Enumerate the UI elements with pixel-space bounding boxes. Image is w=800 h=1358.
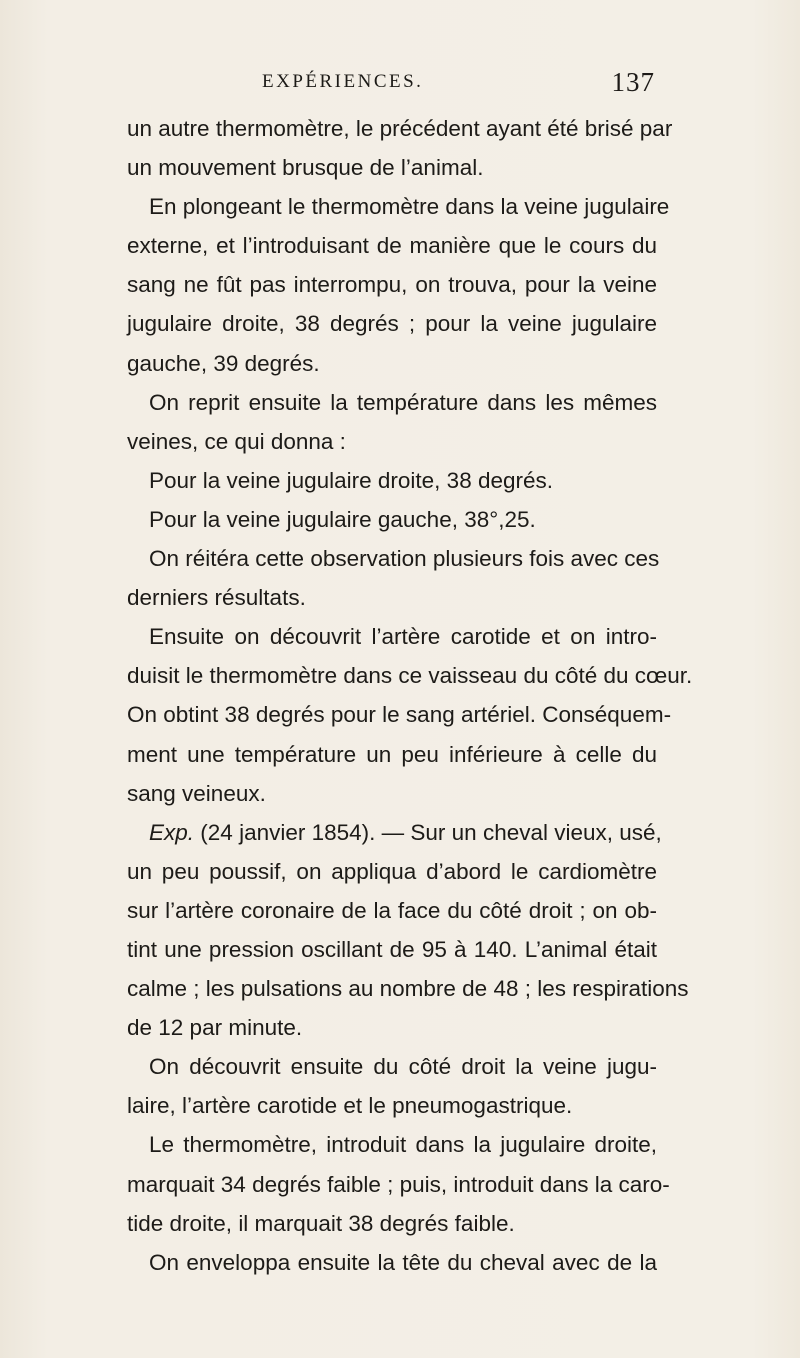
- text-line: un mouvement brusque de l’animal.: [127, 155, 484, 181]
- text-line: On obtint 38 degrés pour le sang artériel. Conséquem-: [127, 702, 672, 728]
- text-line: externe, et l’introduisant de manière que le cours du: [127, 233, 657, 259]
- text-line: derniers résultats.: [127, 585, 306, 611]
- exp-label: Exp.: [149, 819, 195, 845]
- text-line: marquait 34 degrés faible ; puis, introduit dans la caro-: [127, 1171, 670, 1197]
- text-line: tint une pression oscillant de 95 à 140. L’animal était: [127, 936, 657, 962]
- text-line: On découvrit ensuite du côté droit la veine jugu-: [149, 1054, 657, 1080]
- body-text: [127, 109, 693, 1282]
- text-line: laire, l’artère carotide et le pneumogastrique.: [127, 1093, 573, 1119]
- text-line: Ensuite on découvrit l’artère carotide et on intro-: [149, 624, 657, 650]
- text-line: sur l’artère coronaire de la face du côté droit ; on ob-: [127, 897, 657, 923]
- text-line-exp: [127, 813, 662, 852]
- text-line: jugulaire droite, 38 degrés ; pour la veine jugulaire: [127, 311, 657, 337]
- text-line: On enveloppa ensuite la tête du cheval avec de la: [149, 1249, 657, 1275]
- text-line: gauche, 39 degrés.: [127, 350, 320, 376]
- running-head: [0, 67, 800, 101]
- text-line: Le thermomètre, introduit dans la jugulaire droite,: [149, 1132, 657, 1158]
- text-line: On reprit ensuite la température dans les mêmes: [149, 389, 657, 415]
- text-line: de 12 par minute.: [127, 1015, 303, 1041]
- text-line: un autre thermomètre, le précédent ayant été brisé par: [127, 116, 673, 141]
- exp-line-text: (24 janvier 1854). — Sur un cheval vieux, usé,: [200, 819, 662, 845]
- text-line: sang veineux.: [127, 780, 266, 806]
- text-line: sang ne fût pas interrompu, on trouva, pour la veine: [127, 272, 657, 298]
- text-line: On réitéra cette observation plusieurs fois avec ces: [149, 546, 660, 572]
- text-line: ment une température un peu inférieure à celle du: [127, 741, 657, 767]
- text-line: Pour la veine jugulaire droite, 38 degrés.: [149, 467, 554, 493]
- running-head-title: EXPÉRIENCES.: [262, 71, 424, 92]
- text-line: veines, ce qui donna :: [127, 428, 346, 454]
- text-line: un peu poussif, on appliqua d’abord le cardiomètre: [127, 858, 657, 884]
- text-line: Pour la veine jugulaire gauche, 38°,25.: [149, 506, 536, 532]
- text-line: tide droite, il marquait 38 degrés faible.: [127, 1210, 515, 1236]
- text-line: duisit le thermomètre dans ce vaisseau du côté du cœur.: [127, 663, 693, 689]
- page-number: 137: [611, 67, 655, 97]
- text-line: calme ; les pulsations au nombre de 48 ; les respirations: [127, 976, 689, 1002]
- text-line: En plongeant le thermomètre dans la veine jugulaire: [149, 194, 670, 220]
